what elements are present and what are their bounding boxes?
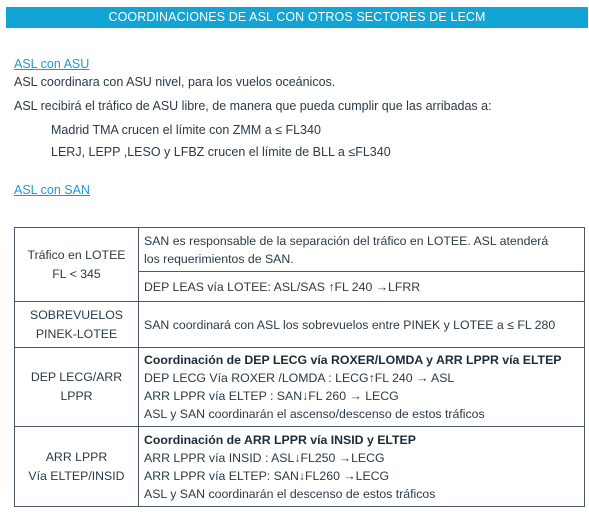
content-line: SAN coordinará con ASL los sobrevuelos entre PINEK y LOTEE a ≤ FL 280	[144, 317, 556, 332]
section-banner: COORDINACIONES DE ASL CON OTROS SECTORES DE LECM	[6, 7, 588, 28]
label-line: LPPR	[60, 389, 93, 403]
row-label-dep-lecg	[15, 348, 139, 427]
row-label-sobrevuelos	[15, 302, 139, 348]
row-content-arr-lppr	[139, 427, 585, 507]
label-line: ARR LPPR	[45, 449, 108, 464]
label-line: Tráfico en LOTEE	[27, 247, 126, 262]
content-line: los requerimientos de SAN.	[144, 251, 294, 266]
label-line: DEP LECG/ARR	[30, 370, 123, 384]
table-row	[15, 348, 585, 427]
asu-text-line-3: Madrid TMA crucen el límite con ZMM a ≤ FL340	[51, 123, 321, 137]
content-line: SAN es responsable de la separación del tráfico en LOTEE. ASL atenderá	[144, 233, 549, 248]
asu-text-line-1: ASL coordinara con ASU nivel, para los vuelos oceánicos.	[14, 75, 336, 89]
label-line: SOBREVUELOS	[30, 307, 123, 322]
content-line: DEP LEAS vía LOTEE: ASL/SAS ↑FL 240 →LFRR	[144, 279, 421, 294]
content-line: ARR LPPR vía ELTEP : SAN↓FL 260 → LECG	[144, 389, 399, 403]
content-line: ASL y SAN coordinarán el ascenso/descenso de estos tráficos	[144, 407, 485, 421]
row-content-lotee-a	[139, 228, 585, 272]
label-line: Vía ELTEP/INSID	[28, 468, 125, 483]
table-row	[15, 302, 585, 348]
table-row	[15, 228, 585, 272]
asl-san-heading[interactable]: ASL con SAN	[14, 183, 90, 197]
content-line: ASL y SAN coordinarán el descenso de estos tráficos	[144, 486, 436, 501]
content-line: ARR LPPR vía INSID : ASL↓FL250 →LECG	[144, 450, 385, 465]
asu-text-line-4: LERJ, LEPP ,LESO y LFBZ crucen el límite de BLL a ≤FL340	[51, 145, 391, 159]
row-content-lotee-b	[139, 272, 585, 302]
row-label-arr-lppr	[15, 427, 139, 507]
table-row	[15, 427, 585, 507]
label-line: PINEK-LOTEE	[35, 326, 118, 341]
label-line: FL < 345	[52, 266, 101, 281]
content-line: DEP LECG Vía ROXER /LOMDA : LECG↑FL 240 → ASL	[144, 371, 455, 385]
row-content-dep-lecg	[139, 348, 585, 427]
asu-text-line-2: ASL recibirá el tráfico de ASU libre, de manera que pueda cumplir que las arribadas a:	[14, 99, 492, 113]
asl-asu-heading[interactable]: ASL con ASU	[14, 57, 90, 71]
content-title: Coordinación de DEP LECG vía ROXER/LOMDA y ARR LPPR vía ELTEP	[144, 353, 562, 367]
content-line: ARR LPPR vía ELTEP: SAN↓FL260 →LECG	[144, 468, 390, 483]
row-label-lotee	[15, 228, 139, 302]
coordination-table	[14, 227, 585, 507]
content-title: Coordinación de ARR LPPR vía INSID y ELTEP	[144, 432, 416, 447]
row-content-sobrevuelos	[139, 302, 585, 348]
